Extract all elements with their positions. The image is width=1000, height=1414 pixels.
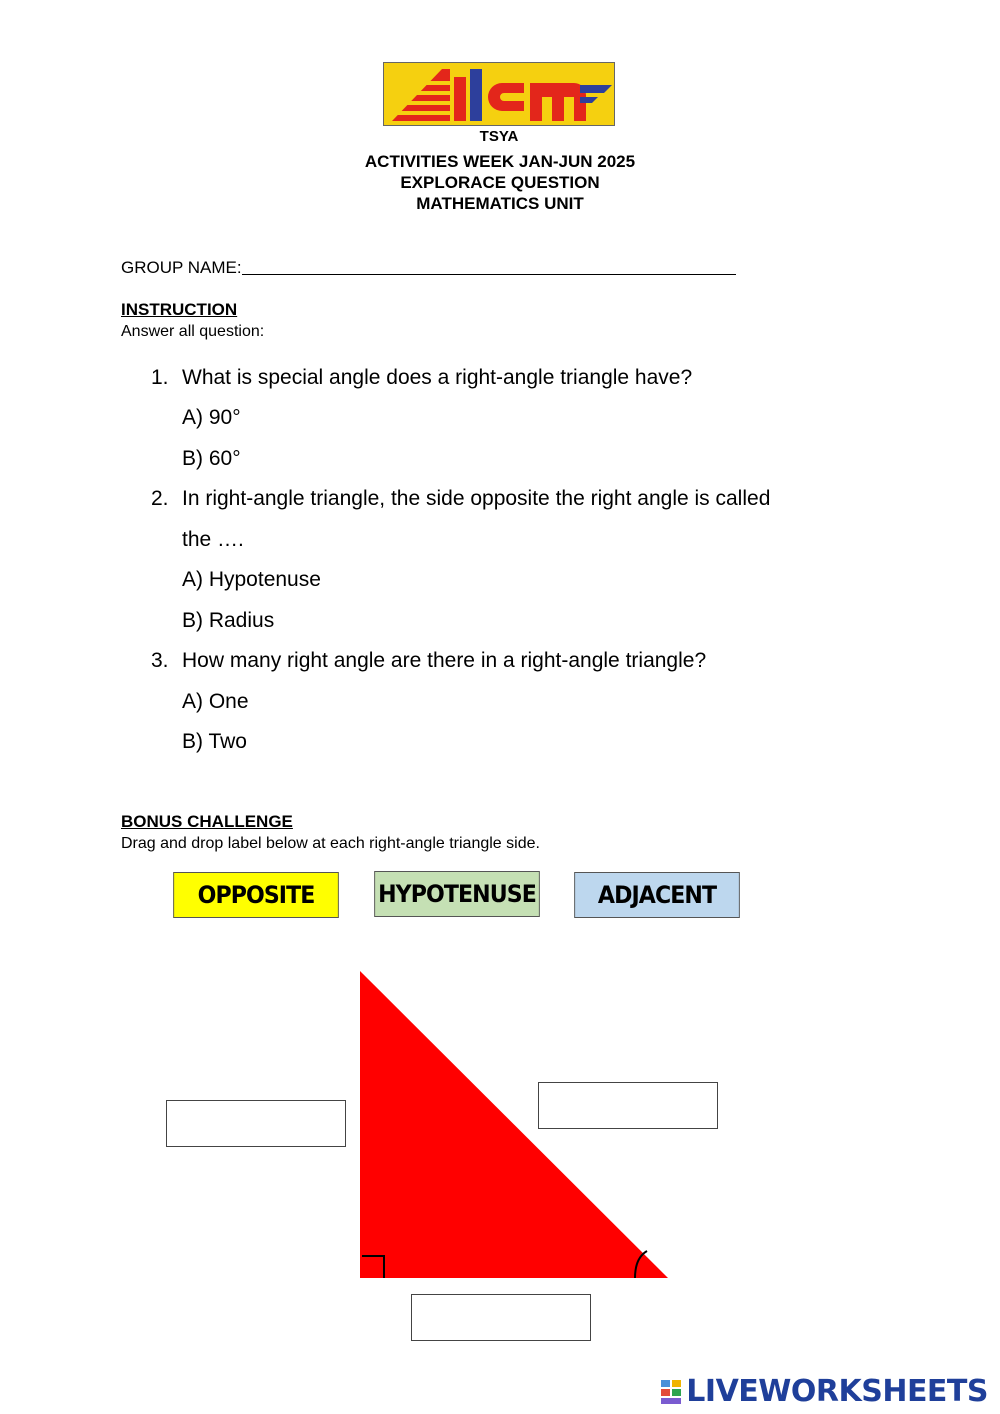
logo-subtitle: TSYA <box>479 128 519 145</box>
group-name-label: GROUP NAME: <box>121 258 242 277</box>
question-2-option-b[interactable]: B) Radius <box>182 609 275 632</box>
group-name-blank[interactable] <box>242 258 736 275</box>
instruction-text: Answer all question: <box>121 323 265 340</box>
label-opposite[interactable]: OPPOSITE <box>173 872 339 918</box>
bonus-title: BONUS CHALLENGE <box>121 812 293 831</box>
question-3-number: 3. <box>151 649 169 672</box>
question-2-text: In right-angle triangle, the side opposite the right angle is called <box>182 487 771 510</box>
question-3-option-b[interactable]: B) Two <box>182 730 247 753</box>
liveworksheets-icon <box>660 1378 684 1406</box>
header-line-2: EXPLORACE QUESTION <box>400 173 600 192</box>
drop-target-hypotenuse-side[interactable] <box>538 1082 718 1129</box>
liveworksheets-text: LIVEWORKSHEETS <box>686 1374 988 1409</box>
question-3-option-a[interactable]: A) One <box>182 690 249 713</box>
instruction-title: INSTRUCTION <box>121 300 238 319</box>
drop-target-opposite-side[interactable] <box>166 1100 346 1147</box>
question-1-number: 1. <box>151 366 169 389</box>
question-2-option-a[interactable]: A) Hypotenuse <box>182 568 321 591</box>
question-2-number: 2. <box>151 487 169 510</box>
bonus-text: Drag and drop label below at each right-angle triangle side. <box>121 835 540 852</box>
drop-target-adjacent-side[interactable] <box>411 1294 591 1341</box>
label-adjacent[interactable]: ADJACENT <box>574 872 740 918</box>
question-1-text: What is special angle does a right-angle triangle have? <box>182 366 693 389</box>
ilcm-logo <box>383 62 615 126</box>
question-3-text: How many right angle are there in a right-angle triangle? <box>182 649 707 672</box>
question-1-option-a[interactable]: A) 90° <box>182 406 241 429</box>
question-2-text-continued: the …. <box>182 528 244 551</box>
liveworksheets-brand <box>660 1374 988 1409</box>
header-line-3: MATHEMATICS UNIT <box>416 194 584 213</box>
question-1-option-b[interactable]: B) 60° <box>182 447 241 470</box>
label-hypotenuse[interactable]: HYPOTENUSE <box>374 871 540 917</box>
group-name-row <box>121 258 736 278</box>
header-line-1: ACTIVITIES WEEK JAN-JUN 2025 <box>364 152 636 171</box>
